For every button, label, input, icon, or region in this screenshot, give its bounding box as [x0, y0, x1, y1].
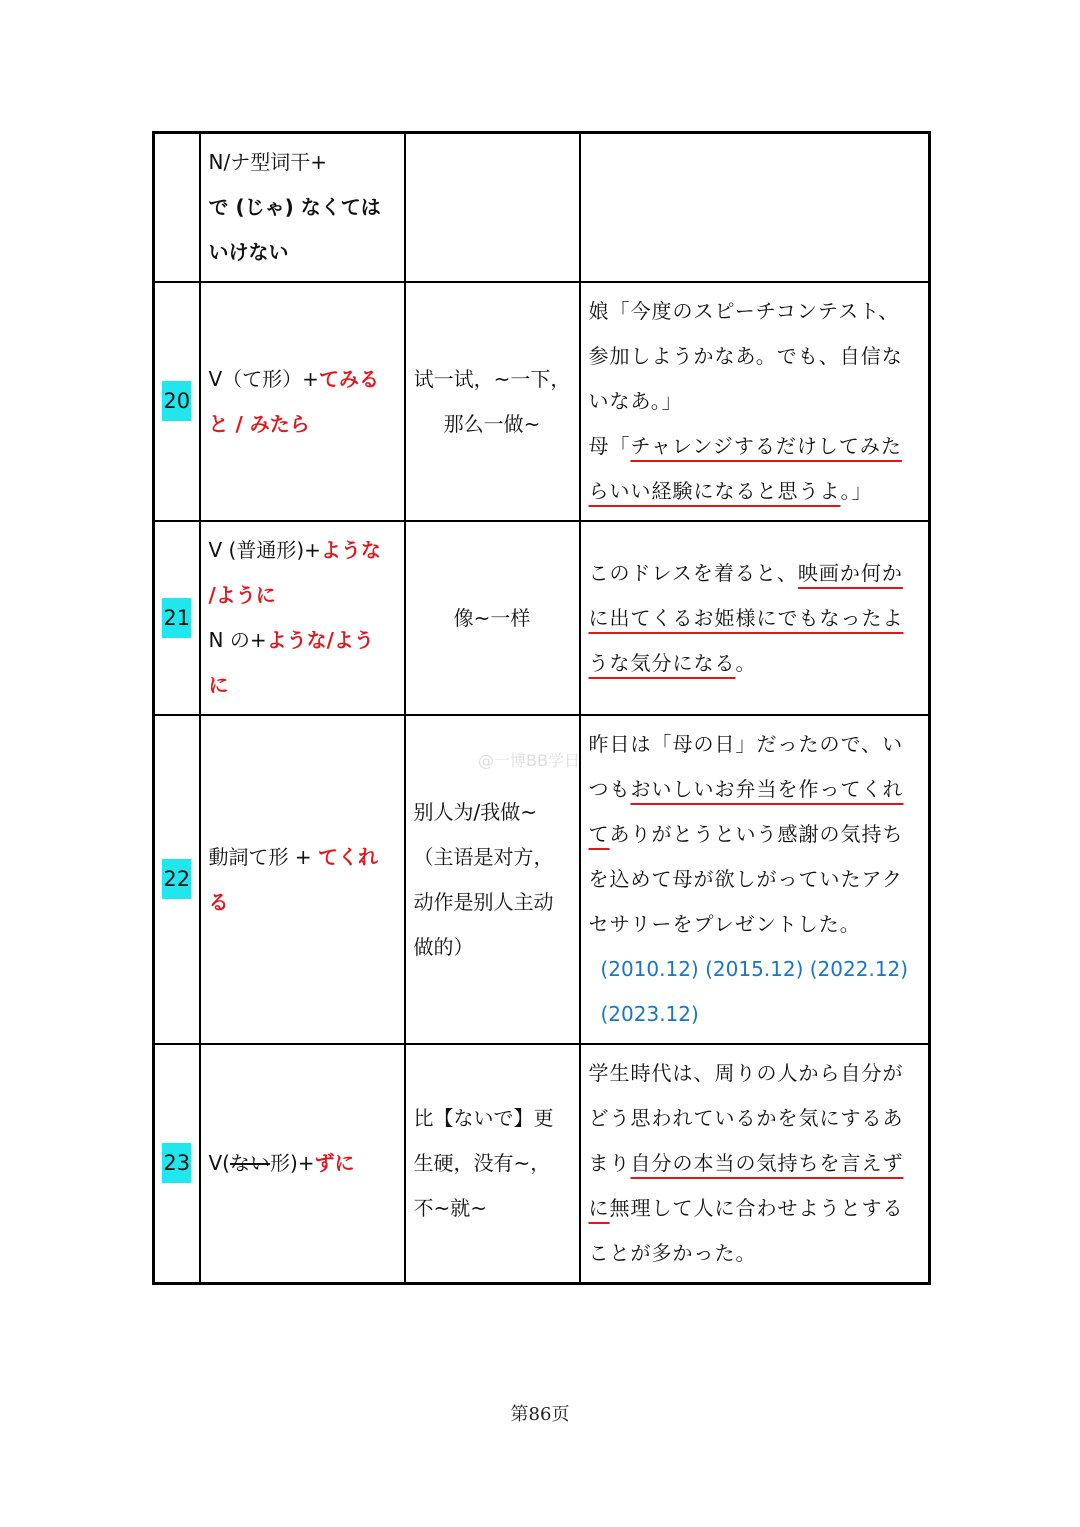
pattern-highlight: ずに: [314, 1151, 355, 1175]
grammar-table: [152, 131, 931, 1285]
row-number-cell: [154, 133, 200, 283]
example-cell: [580, 715, 930, 1044]
table-row: [154, 1044, 930, 1284]
example-text: このドレスを着ると、: [588, 560, 798, 585]
example-line: ことが多かった。: [588, 1241, 757, 1265]
meaning-line: 那么一做~: [443, 411, 541, 436]
example-cell: [580, 133, 930, 283]
pattern-cell: [200, 521, 405, 715]
page-number: 第86页: [510, 1404, 570, 1425]
pattern-prefix: N の+: [208, 628, 267, 652]
meaning-cell: [405, 1044, 580, 1284]
row-number: 20: [162, 381, 191, 421]
pattern-line: N/ナ型词干+: [208, 150, 327, 174]
example-line: いなあ。」: [588, 389, 683, 413]
example-cell: [580, 1044, 930, 1284]
example-text: 。: [735, 650, 757, 675]
pattern-highlight: る: [208, 889, 229, 914]
example-line: 娘「今度のスピーチコンテスト、: [588, 299, 900, 323]
meaning-line: 做的）: [413, 934, 474, 959]
example-line: 参加しようかなあ。でも、自信な: [588, 344, 903, 368]
example-underlined: に: [588, 1196, 610, 1220]
example-cell: [580, 521, 930, 715]
example-underlined: おいしいお弁当を作ってくれ: [630, 777, 904, 801]
pattern-highlight: ような/よう: [266, 628, 374, 652]
pattern-highlight: てくれ: [317, 844, 378, 869]
meaning-line: （主语是对方，: [413, 844, 554, 869]
example-underlined: らいい経験になると思うよ: [588, 479, 841, 503]
example-line: どう思われているかを気にするあ: [588, 1106, 904, 1130]
pattern-prefix: V(: [208, 1151, 230, 1175]
example-text: まり: [588, 1151, 631, 1175]
pattern-line: で (じゃ) なくては: [208, 195, 381, 219]
example-text: 無理して人に合わせようとする: [609, 1196, 904, 1220]
example-underlined: に出てくるお姫様にでもなったよ: [588, 605, 904, 630]
example-text: 母「: [588, 434, 631, 458]
pattern-prefix: V (普通形)+: [208, 538, 321, 562]
example-text: つも: [588, 777, 631, 801]
pattern-line: いけない: [208, 240, 289, 264]
table-row: [154, 133, 930, 283]
pattern-prefix: V（て形）+: [208, 366, 319, 391]
meaning-line: 别人为/我做~: [413, 799, 537, 824]
pattern-highlight: ような: [320, 538, 381, 562]
example-text: ありがとうという感謝の気持ち: [609, 822, 904, 846]
example-text: 。」: [840, 479, 873, 503]
table-row: [154, 282, 930, 521]
meaning-line: 试一试，~一下，: [413, 366, 571, 391]
meaning-cell: [405, 521, 580, 715]
example-cell: [580, 282, 930, 521]
meaning-line: 动作是别人主动: [413, 889, 554, 914]
pattern-cell: [200, 715, 405, 1044]
row-number-cell: [154, 282, 200, 521]
example-line: 学生時代は、周りの人から自分が: [588, 1061, 904, 1085]
example-underlined: うな気分になる: [588, 650, 736, 675]
meaning-cell: [405, 282, 580, 521]
meaning-line: 生硬，没有~，: [413, 1151, 551, 1175]
pattern-strikethrough: ない: [229, 1151, 270, 1175]
pattern-cell: [200, 133, 405, 283]
watermark: @一博BB学日: [478, 751, 580, 770]
example-underlined: 自分の本当の気持ちを言えず: [630, 1151, 904, 1175]
example-underlined: 映画か何か: [797, 560, 903, 585]
exam-years: (2023.12): [600, 1002, 699, 1026]
example-line: を込めて母が欲しがっていたアク: [588, 867, 903, 891]
row-number-cell: [154, 715, 200, 1044]
pattern-highlight: と / みたら: [208, 411, 310, 436]
pattern-highlight: てみる: [318, 366, 379, 391]
pattern-prefix: 形)+: [269, 1151, 315, 1175]
table-row: [154, 521, 930, 715]
example-line: セサリーをプレゼントした。: [588, 912, 861, 936]
example-line: 昨日は「母の日」だったので、い: [588, 732, 904, 756]
row-number: 22: [162, 859, 191, 899]
meaning-line: 像~一样: [453, 605, 531, 630]
row-number: 23: [162, 1143, 191, 1183]
pattern-prefix: 動詞て形 +: [208, 844, 318, 869]
pattern-cell: [200, 282, 405, 521]
meaning-line: 比【ないで】更: [413, 1106, 554, 1130]
exam-years: (2010.12) (2015.12) (2022.12): [600, 957, 909, 981]
example-underlined: て: [588, 822, 610, 846]
meaning-cell: [405, 133, 580, 283]
meaning-line: 不~就~: [413, 1196, 488, 1220]
row-number: 21: [162, 598, 191, 638]
pattern-highlight: に: [208, 673, 229, 697]
pattern-highlight: /ように: [208, 583, 276, 607]
row-number-cell: [154, 521, 200, 715]
row-number-cell: [154, 1044, 200, 1284]
example-underlined: チャレンジするだけしてみた: [630, 434, 902, 458]
pattern-cell: [200, 1044, 405, 1284]
